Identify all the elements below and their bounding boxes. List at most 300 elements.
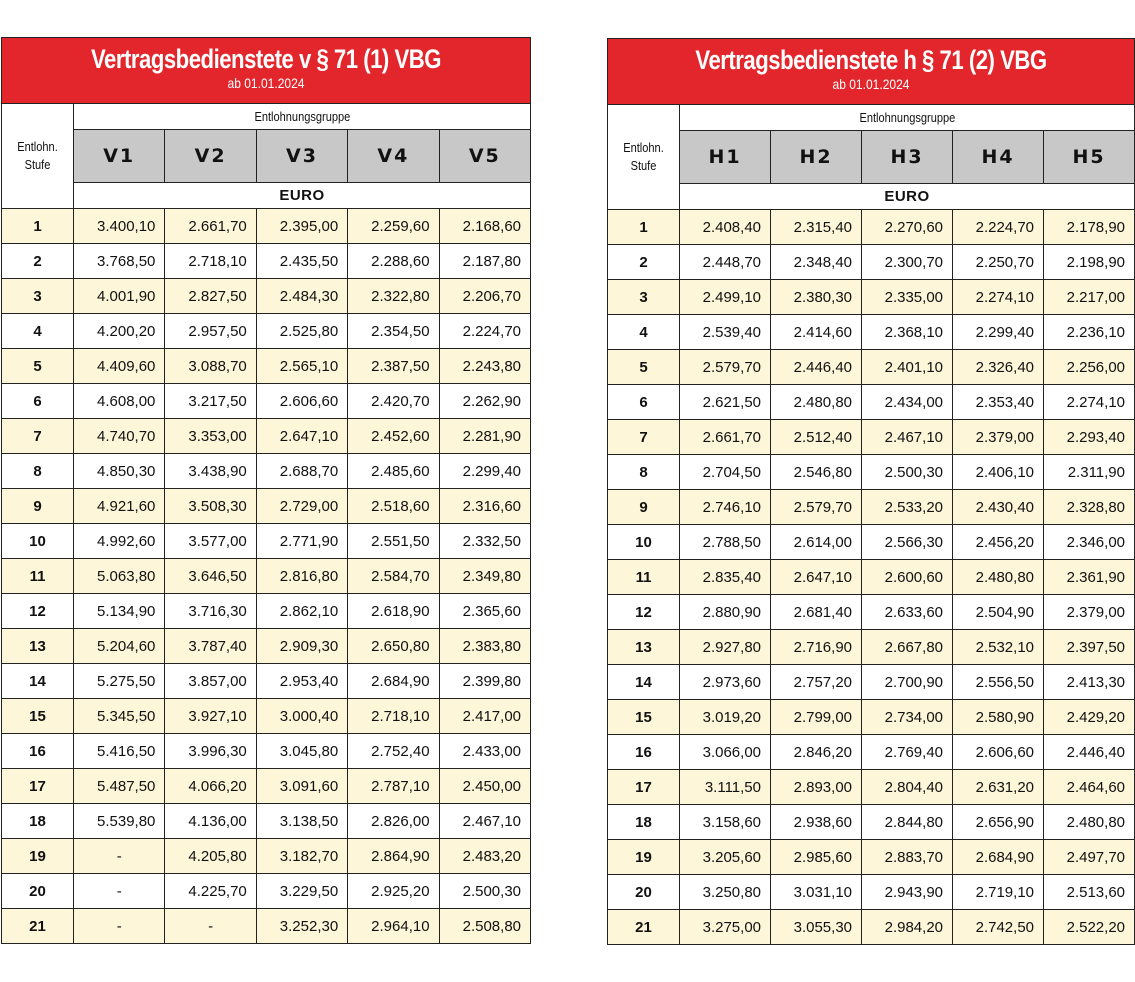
table-row <box>608 420 1135 455</box>
salary-cell: 2.551,50 <box>348 524 439 559</box>
table-row <box>608 630 1135 665</box>
salary-cell: 2.804,40 <box>862 770 953 805</box>
stufe-cell: 1 <box>608 210 680 245</box>
column-header: V4 <box>348 130 439 183</box>
salary-cell: 2.508,80 <box>439 909 530 944</box>
salary-cell: 5.345,50 <box>74 699 165 734</box>
salary-cell: 3.000,40 <box>256 699 347 734</box>
salary-cell: 2.274,10 <box>1044 385 1135 420</box>
salary-table <box>607 104 1135 945</box>
table-row <box>608 560 1135 595</box>
salary-cell: 3.400,10 <box>74 209 165 244</box>
salary-cell: 2.380,30 <box>771 280 862 315</box>
salary-cell: 2.844,80 <box>862 805 953 840</box>
salary-cell: 2.893,00 <box>771 770 862 805</box>
table-row <box>2 559 531 594</box>
table-row <box>608 805 1135 840</box>
salary-cell: 2.729,00 <box>256 489 347 524</box>
header-row-group <box>608 105 1135 131</box>
stufe-cell: 2 <box>608 245 680 280</box>
salary-cell: 2.927,80 <box>680 630 771 665</box>
table-row <box>2 349 531 384</box>
salary-cell: 3.088,70 <box>165 349 256 384</box>
table-row <box>608 875 1135 910</box>
salary-cell: 3.716,30 <box>165 594 256 629</box>
salary-cell: 2.533,20 <box>862 490 953 525</box>
salary-cell: 2.456,20 <box>953 525 1044 560</box>
table-row <box>2 384 531 419</box>
stufe-cell: 11 <box>2 559 74 594</box>
table-row <box>2 244 531 279</box>
table-row <box>608 315 1135 350</box>
table-row <box>608 770 1135 805</box>
table-row <box>608 910 1135 945</box>
salary-cell: 2.414,60 <box>771 315 862 350</box>
salary-cell: 2.647,10 <box>771 560 862 595</box>
salary-cell: 2.742,50 <box>953 910 1044 945</box>
salary-cell: 2.584,70 <box>348 559 439 594</box>
salary-cell: 2.500,30 <box>862 455 953 490</box>
salary-table-v <box>1 37 531 944</box>
header-row-columns <box>608 131 1135 184</box>
salary-cell: 2.467,10 <box>439 804 530 839</box>
salary-cell: 2.480,80 <box>953 560 1044 595</box>
salary-cell: 2.168,60 <box>439 209 530 244</box>
salary-cell: 2.512,40 <box>771 420 862 455</box>
salary-cell: 2.354,50 <box>348 314 439 349</box>
salary-cell: 3.138,50 <box>256 804 347 839</box>
group-label: Entlohnungsgruppe <box>859 110 955 125</box>
stufe-cell: 7 <box>608 420 680 455</box>
salary-cell: 2.684,90 <box>348 664 439 699</box>
table-row <box>608 350 1135 385</box>
salary-cell: 3.066,00 <box>680 735 771 770</box>
salary-cell: 2.430,40 <box>953 490 1044 525</box>
salary-cell: 2.985,60 <box>771 840 862 875</box>
salary-cell: 2.485,60 <box>348 454 439 489</box>
table-title: Vertragsbedienstete h § 71 (2) VBG <box>695 45 1047 75</box>
stufe-cell: 15 <box>2 699 74 734</box>
salary-cell: 2.434,00 <box>862 385 953 420</box>
salary-cell: 2.435,50 <box>256 244 347 279</box>
stufe-header: Entlohn. Stufe <box>17 139 58 172</box>
salary-cell: 3.019,20 <box>680 700 771 735</box>
salary-cell: 3.111,50 <box>680 770 771 805</box>
header-row-group <box>2 104 531 130</box>
salary-cell: 2.816,80 <box>256 559 347 594</box>
table-row <box>2 769 531 804</box>
salary-cell: 2.718,10 <box>165 244 256 279</box>
stufe-cell: 18 <box>608 805 680 840</box>
stufe-cell: 16 <box>2 734 74 769</box>
salary-cell: 2.631,20 <box>953 770 1044 805</box>
salary-cell: 2.556,50 <box>953 665 1044 700</box>
salary-cell: 2.943,90 <box>862 875 953 910</box>
salary-cell: - <box>74 874 165 909</box>
salary-cell: 2.835,40 <box>680 560 771 595</box>
stufe-cell: 21 <box>608 910 680 945</box>
salary-cell: 2.650,80 <box>348 629 439 664</box>
salary-cell: 2.467,10 <box>862 420 953 455</box>
salary-table <box>1 103 531 944</box>
column-header: H2 <box>771 131 862 184</box>
salary-cell: 2.752,40 <box>348 734 439 769</box>
stufe-cell: 3 <box>2 279 74 314</box>
salary-cell: 2.326,40 <box>953 350 1044 385</box>
stufe-cell: 10 <box>608 525 680 560</box>
header-row-currency <box>2 183 531 209</box>
salary-cell: 3.438,90 <box>165 454 256 489</box>
stufe-header-cell <box>608 105 680 210</box>
salary-cell: 2.399,80 <box>439 664 530 699</box>
salary-cell: 2.938,60 <box>771 805 862 840</box>
salary-cell: 2.448,70 <box>680 245 771 280</box>
stufe-cell: 6 <box>608 385 680 420</box>
salary-cell: 2.656,90 <box>953 805 1044 840</box>
table-title-box <box>1 37 531 103</box>
stufe-cell: 9 <box>2 489 74 524</box>
stufe-cell: 12 <box>2 594 74 629</box>
salary-cell: 2.379,00 <box>953 420 1044 455</box>
salary-cell: 2.259,60 <box>348 209 439 244</box>
salary-cell: 2.788,50 <box>680 525 771 560</box>
salary-cell: 2.243,80 <box>439 349 530 384</box>
salary-cell: 2.700,90 <box>862 665 953 700</box>
salary-cell: 2.864,90 <box>348 839 439 874</box>
stufe-cell: 5 <box>608 350 680 385</box>
salary-cell: 2.522,20 <box>1044 910 1135 945</box>
stufe-cell: 19 <box>2 839 74 874</box>
salary-cell: 2.771,90 <box>256 524 347 559</box>
salary-cell: 2.606,60 <box>256 384 347 419</box>
stufe-cell: 5 <box>2 349 74 384</box>
salary-cell: 4.225,70 <box>165 874 256 909</box>
salary-cell: 2.353,40 <box>953 385 1044 420</box>
table-row <box>2 454 531 489</box>
salary-cell: 2.704,50 <box>680 455 771 490</box>
salary-cell: 2.579,70 <box>771 490 862 525</box>
salary-cell: 3.229,50 <box>256 874 347 909</box>
salary-cell: 2.661,70 <box>680 420 771 455</box>
salary-cell: 4.066,20 <box>165 769 256 804</box>
salary-cell: 2.224,70 <box>953 210 1044 245</box>
salary-cell: 2.925,20 <box>348 874 439 909</box>
stufe-cell: 14 <box>2 664 74 699</box>
salary-cell: 4.409,60 <box>74 349 165 384</box>
salary-cell: 2.387,50 <box>348 349 439 384</box>
salary-cell: 2.452,60 <box>348 419 439 454</box>
salary-cell: 2.446,40 <box>771 350 862 385</box>
stufe-cell: 4 <box>2 314 74 349</box>
table-row <box>608 700 1135 735</box>
salary-cell: 3.857,00 <box>165 664 256 699</box>
salary-cell: 2.368,10 <box>862 315 953 350</box>
salary-cell: 4.200,20 <box>74 314 165 349</box>
salary-cell: 3.045,80 <box>256 734 347 769</box>
header-row-currency <box>608 184 1135 210</box>
column-header: H1 <box>680 131 771 184</box>
salary-cell: 2.293,40 <box>1044 420 1135 455</box>
salary-cell: 2.633,60 <box>862 595 953 630</box>
salary-cell: 2.316,60 <box>439 489 530 524</box>
salary-cell: 2.565,10 <box>256 349 347 384</box>
salary-cell: 4.850,30 <box>74 454 165 489</box>
salary-cell: 2.346,00 <box>1044 525 1135 560</box>
salary-cell: 2.499,10 <box>680 280 771 315</box>
table-row <box>2 874 531 909</box>
salary-cell: 2.288,60 <box>348 244 439 279</box>
salary-cell: 2.480,80 <box>1044 805 1135 840</box>
stufe-cell: 14 <box>608 665 680 700</box>
salary-cell: 3.252,30 <box>256 909 347 944</box>
salary-cell: 2.383,80 <box>439 629 530 664</box>
stufe-cell: 20 <box>608 875 680 910</box>
salary-cell: 4.205,80 <box>165 839 256 874</box>
salary-cell: 2.614,00 <box>771 525 862 560</box>
stufe-cell: 18 <box>2 804 74 839</box>
salary-cell: 2.984,20 <box>862 910 953 945</box>
column-header: V2 <box>165 130 256 183</box>
stufe-cell: 2 <box>2 244 74 279</box>
salary-cell: 2.311,90 <box>1044 455 1135 490</box>
stufe-cell: 1 <box>2 209 74 244</box>
salary-table-h <box>607 38 1135 945</box>
salary-cell: 2.332,50 <box>439 524 530 559</box>
salary-cell: 2.504,90 <box>953 595 1044 630</box>
salary-cell: 3.996,30 <box>165 734 256 769</box>
salary-cell: 2.647,10 <box>256 419 347 454</box>
stufe-cell: 8 <box>608 455 680 490</box>
salary-cell: 2.274,10 <box>953 280 1044 315</box>
salary-cell: 2.746,10 <box>680 490 771 525</box>
stufe-cell: 20 <box>2 874 74 909</box>
salary-cell: 2.497,70 <box>1044 840 1135 875</box>
salary-cell: 2.379,00 <box>1044 595 1135 630</box>
group-label-cell <box>74 104 531 130</box>
salary-cell: 2.250,70 <box>953 245 1044 280</box>
stufe-cell: 17 <box>608 770 680 805</box>
salary-cell: 3.646,50 <box>165 559 256 594</box>
salary-cell: 2.799,00 <box>771 700 862 735</box>
salary-cell: 2.661,70 <box>165 209 256 244</box>
stufe-cell: 21 <box>2 909 74 944</box>
salary-cell: 2.299,40 <box>953 315 1044 350</box>
stufe-cell: 4 <box>608 315 680 350</box>
salary-cell: 5.063,80 <box>74 559 165 594</box>
stufe-cell: 19 <box>608 840 680 875</box>
salary-cell: 2.417,00 <box>439 699 530 734</box>
salary-cell: - <box>74 909 165 944</box>
table-row <box>608 280 1135 315</box>
salary-cell: 2.420,70 <box>348 384 439 419</box>
stufe-header-cell <box>2 104 74 209</box>
column-header: V3 <box>256 130 347 183</box>
salary-cell: 2.429,20 <box>1044 700 1135 735</box>
salary-cell: 2.484,30 <box>256 279 347 314</box>
salary-cell: 5.539,80 <box>74 804 165 839</box>
salary-cell: 2.580,90 <box>953 700 1044 735</box>
salary-cell: 2.681,40 <box>771 595 862 630</box>
stufe-cell: 16 <box>608 735 680 770</box>
salary-cell: 2.483,20 <box>439 839 530 874</box>
table-row <box>2 279 531 314</box>
salary-cell: 2.684,90 <box>953 840 1044 875</box>
salary-cell: 2.480,80 <box>771 385 862 420</box>
salary-cell: 2.667,80 <box>862 630 953 665</box>
salary-cell: 2.464,60 <box>1044 770 1135 805</box>
salary-cell: 2.217,00 <box>1044 280 1135 315</box>
salary-cell: 2.236,10 <box>1044 315 1135 350</box>
table-row <box>2 804 531 839</box>
salary-cell: 2.315,40 <box>771 210 862 245</box>
table-row <box>2 209 531 244</box>
salary-cell: 2.299,40 <box>439 454 530 489</box>
salary-cell: 2.539,40 <box>680 315 771 350</box>
salary-cell: 2.406,10 <box>953 455 1044 490</box>
salary-cell: 2.953,40 <box>256 664 347 699</box>
salary-cell: 2.769,40 <box>862 735 953 770</box>
table-row <box>608 840 1135 875</box>
table-row <box>608 665 1135 700</box>
column-header: V5 <box>439 130 530 183</box>
currency-label: EURO <box>680 184 1135 210</box>
table-row <box>2 524 531 559</box>
stufe-cell: 10 <box>2 524 74 559</box>
salary-cell: 2.335,00 <box>862 280 953 315</box>
column-header: H5 <box>1044 131 1135 184</box>
salary-cell: 2.224,70 <box>439 314 530 349</box>
salary-cell: 2.546,80 <box>771 455 862 490</box>
salary-cell: 2.826,00 <box>348 804 439 839</box>
table-row <box>2 629 531 664</box>
salary-cell: 2.395,00 <box>256 209 347 244</box>
salary-cell: 2.328,80 <box>1044 490 1135 525</box>
salary-cell: 2.500,30 <box>439 874 530 909</box>
salary-cell: 3.055,30 <box>771 910 862 945</box>
table-row <box>608 735 1135 770</box>
salary-cell: 2.513,60 <box>1044 875 1135 910</box>
salary-cell: 5.487,50 <box>74 769 165 804</box>
salary-cell: 2.408,40 <box>680 210 771 245</box>
salary-cell: 3.577,00 <box>165 524 256 559</box>
table-row <box>608 595 1135 630</box>
salary-cell: 3.182,70 <box>256 839 347 874</box>
salary-cell: 2.606,60 <box>953 735 1044 770</box>
salary-cell: 5.204,60 <box>74 629 165 664</box>
salary-cell: 3.091,60 <box>256 769 347 804</box>
stufe-cell: 7 <box>2 419 74 454</box>
table-row <box>608 490 1135 525</box>
stufe-cell: 12 <box>608 595 680 630</box>
column-header: H4 <box>953 131 1044 184</box>
salary-cell: 3.031,10 <box>771 875 862 910</box>
salary-cell: 2.973,60 <box>680 665 771 700</box>
salary-cell: 2.256,00 <box>1044 350 1135 385</box>
salary-cell: 4.921,60 <box>74 489 165 524</box>
table-title: Vertragsbedienstete v § 71 (1) VBG <box>91 44 441 74</box>
salary-cell: 2.862,10 <box>256 594 347 629</box>
salary-cell: 2.716,90 <box>771 630 862 665</box>
salary-cell: 2.348,40 <box>771 245 862 280</box>
salary-cell: 2.718,10 <box>348 699 439 734</box>
salary-cell: 2.688,70 <box>256 454 347 489</box>
table-row <box>2 839 531 874</box>
salary-cell: 2.450,00 <box>439 769 530 804</box>
table-row <box>608 385 1135 420</box>
currency-label: EURO <box>74 183 531 209</box>
salary-cell: 2.787,10 <box>348 769 439 804</box>
salary-cell: 3.508,30 <box>165 489 256 524</box>
table-row <box>608 525 1135 560</box>
header-row-columns <box>2 130 531 183</box>
table-row <box>2 699 531 734</box>
salary-cell: 3.205,60 <box>680 840 771 875</box>
salary-cell: 2.413,30 <box>1044 665 1135 700</box>
group-label: Entlohnungsgruppe <box>254 109 350 124</box>
table-subtitle: ab 01.01.2024 <box>832 76 910 92</box>
table-row <box>2 664 531 699</box>
salary-cell: 4.001,90 <box>74 279 165 314</box>
salary-cell: - <box>165 909 256 944</box>
stufe-cell: 13 <box>608 630 680 665</box>
salary-cell: 3.927,10 <box>165 699 256 734</box>
salary-cell: 2.361,90 <box>1044 560 1135 595</box>
salary-cell: 2.621,50 <box>680 385 771 420</box>
stufe-header: Entlohn. Stufe <box>623 140 664 173</box>
stufe-cell: 11 <box>608 560 680 595</box>
salary-cell: 2.964,10 <box>348 909 439 944</box>
table-title-box <box>607 38 1135 104</box>
salary-cell: 2.579,70 <box>680 350 771 385</box>
salary-cell: 2.566,30 <box>862 525 953 560</box>
stufe-cell: 13 <box>2 629 74 664</box>
salary-cell: 4.992,60 <box>74 524 165 559</box>
stufe-cell: 17 <box>2 769 74 804</box>
salary-cell: 5.134,90 <box>74 594 165 629</box>
table-row <box>608 455 1135 490</box>
salary-cell: 2.270,60 <box>862 210 953 245</box>
salary-cell: 3.250,80 <box>680 875 771 910</box>
salary-cell: 2.401,10 <box>862 350 953 385</box>
table-row <box>608 210 1135 245</box>
stufe-cell: 8 <box>2 454 74 489</box>
salary-cell: 2.198,90 <box>1044 245 1135 280</box>
stufe-cell: 6 <box>2 384 74 419</box>
salary-cell: 2.525,80 <box>256 314 347 349</box>
salary-cell: 5.275,50 <box>74 664 165 699</box>
table-row <box>608 245 1135 280</box>
salary-cell: 2.880,90 <box>680 595 771 630</box>
salary-cell: 2.206,70 <box>439 279 530 314</box>
salary-cell: 2.600,60 <box>862 560 953 595</box>
table-subtitle: ab 01.01.2024 <box>227 75 305 91</box>
stufe-cell: 15 <box>608 700 680 735</box>
salary-cell: 4.608,00 <box>74 384 165 419</box>
salary-cell: 2.618,90 <box>348 594 439 629</box>
salary-cell: 2.187,80 <box>439 244 530 279</box>
salary-cell: 3.787,40 <box>165 629 256 664</box>
salary-cell: 3.158,60 <box>680 805 771 840</box>
group-label-cell <box>680 105 1135 131</box>
salary-cell: 2.349,80 <box>439 559 530 594</box>
salary-cell: 2.757,20 <box>771 665 862 700</box>
salary-cell: 2.532,10 <box>953 630 1044 665</box>
salary-cell: 2.883,70 <box>862 840 953 875</box>
salary-cell: 2.281,90 <box>439 419 530 454</box>
stufe-cell: 9 <box>608 490 680 525</box>
salary-cell: 3.217,50 <box>165 384 256 419</box>
table-row <box>2 909 531 944</box>
